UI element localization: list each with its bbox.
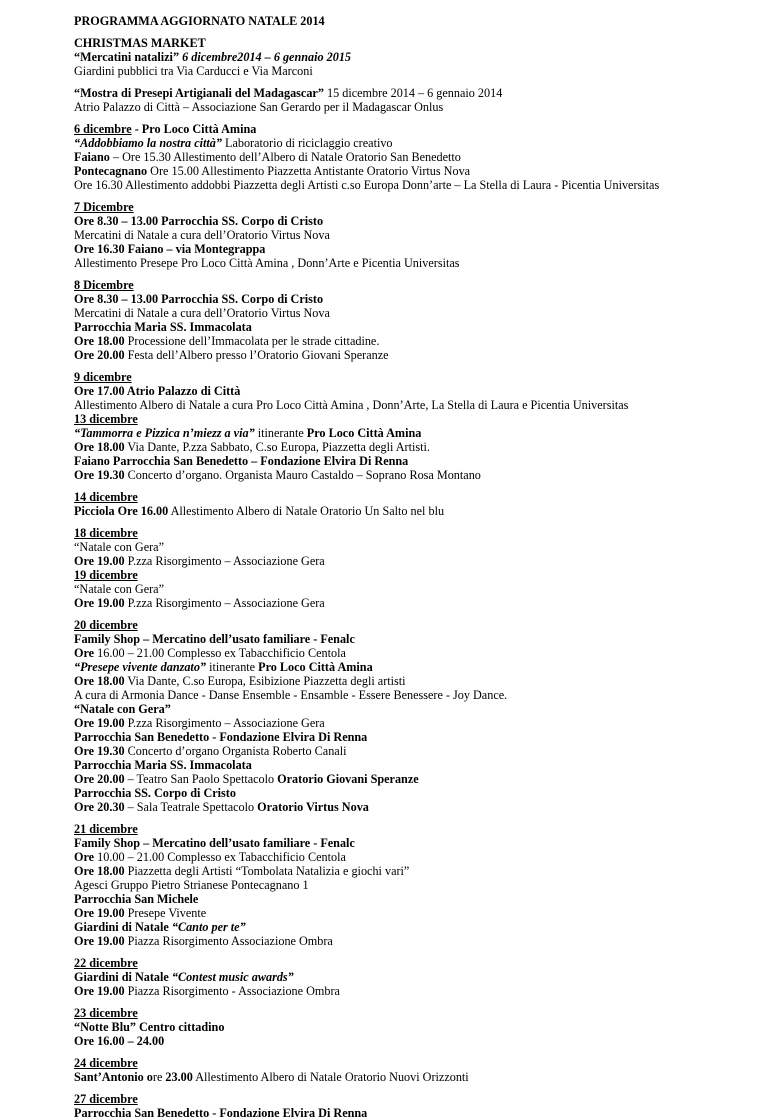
- text-segment: Ore 16.30 Allestimento addobbi Piazzetta degli Artisti c.so Europa Donn’arte – La Stella di Laura - Picentia Universitas: [74, 178, 660, 192]
- text-segment: P.zza Risorgimento – Associazione Gera: [124, 596, 325, 610]
- text-segment: Oratorio Virtus Nova: [257, 800, 369, 814]
- text-line: [74, 618, 764, 632]
- text-segment: – Sala Teatrale Spettacolo: [124, 800, 258, 814]
- text-segment: Ore 19.30: [74, 468, 125, 482]
- text-segment: - Pro Loco Città Amina: [131, 122, 257, 136]
- text-segment: Ore 8.30 – 13.00 Parrocchia SS. Corpo di Cristo: [74, 214, 324, 228]
- text-segment: “Notte Blu” Centro cittadino: [74, 1020, 225, 1034]
- text-segment: Pro Loco Città Amina: [306, 426, 422, 440]
- text-line: [74, 730, 764, 744]
- text-line: [74, 632, 764, 646]
- text-line: [74, 906, 764, 920]
- text-segment: 22 dicembre: [74, 956, 138, 970]
- text-line: [74, 454, 764, 468]
- text-segment: 8 Dicembre: [74, 278, 134, 292]
- text-segment: Presepe Vivente: [124, 906, 207, 920]
- text-segment: re: [152, 1070, 166, 1084]
- text-segment: 7 Dicembre: [74, 200, 134, 214]
- text-segment: Ore 20.30: [74, 800, 125, 814]
- text-line: [74, 596, 764, 610]
- text-segment: Parrocchia Maria SS. Immacolata: [74, 758, 252, 772]
- text-segment: 24 dicembre: [74, 1056, 138, 1070]
- text-segment: Ore: [74, 850, 95, 864]
- text-segment: Family Shop – Mercatino dell’usato familiare - Fenalc: [74, 632, 355, 646]
- text-line: [74, 136, 764, 150]
- text-line: [74, 1070, 764, 1084]
- text-segment: CHRISTMAS MARKET: [74, 36, 206, 50]
- text-line: [74, 540, 764, 554]
- text-line: [74, 228, 764, 242]
- paragraph-spacer: [74, 78, 764, 86]
- text-line: [74, 920, 764, 934]
- text-segment: 6 dicembre: [74, 122, 132, 136]
- text-line: [74, 490, 764, 504]
- text-segment: Parrocchia San Benedetto - Fondazione Elvira Di Renna: [74, 1106, 368, 1120]
- text-segment: Laboratorio di riciclaggio creativo: [221, 136, 393, 150]
- text-line: [74, 384, 764, 398]
- text-line: [74, 278, 764, 292]
- text-line: [74, 50, 764, 64]
- text-line: [74, 850, 764, 864]
- text-segment: Ore 19.00: [74, 554, 125, 568]
- paragraph-spacer: [74, 948, 764, 956]
- text-line: [74, 582, 764, 596]
- text-line: [74, 554, 764, 568]
- text-line: [74, 320, 764, 334]
- text-segment: 27 dicembre: [74, 1092, 138, 1106]
- text-segment: 14 dicembre: [74, 490, 138, 504]
- text-line: [74, 242, 764, 256]
- text-line: [74, 892, 764, 906]
- text-segment: “Contest music awards”: [171, 970, 294, 984]
- text-line: [74, 758, 764, 772]
- text-segment: Festa dell’Albero presso l’Oratorio Giovani Speranze: [124, 348, 389, 362]
- text-line: [74, 744, 764, 758]
- text-line: [74, 256, 764, 270]
- text-line: [74, 292, 764, 306]
- text-segment: Giardini di Natale: [74, 970, 172, 984]
- text-line: [74, 36, 764, 50]
- text-segment: Piazzetta degli Artisti “Tombolata Natalizia e giochi vari”: [124, 864, 410, 878]
- text-line: [74, 178, 764, 192]
- text-segment: Pro Loco Città Amina: [258, 660, 373, 674]
- text-segment: Parrocchia San Benedetto - Fondazione Elvira Di Renna: [74, 730, 368, 744]
- text-segment: 6 dicembre2014 – 6 gennaio 2015: [182, 50, 352, 64]
- text-segment: 20 dicembre: [74, 618, 138, 632]
- text-line: [74, 200, 764, 214]
- text-line: [74, 64, 764, 78]
- text-line: [74, 674, 764, 688]
- text-segment: Mercatini di Natale a cura dell’Oratorio Virtus Nova: [74, 228, 330, 242]
- text-segment: “Mostra di Presepi Artigianali del Madagascar”: [74, 86, 324, 100]
- paragraph-spacer: [74, 610, 764, 618]
- paragraph-spacer: [74, 998, 764, 1006]
- text-segment: Processione dell’Immacolata per le strade cittadine.: [124, 334, 380, 348]
- text-line: [74, 956, 764, 970]
- text-segment: 9 dicembre: [74, 370, 132, 384]
- text-segment: 16.00 – 21.00 Complesso ex Tabacchificio Centola: [94, 646, 346, 660]
- text-segment: 10.00 – 21.00 Complesso ex Tabacchificio Centola: [94, 850, 346, 864]
- text-line: [74, 306, 764, 320]
- text-segment: PROGRAMMA AGGIORNATO NATALE 2014: [74, 14, 325, 28]
- text-segment: Ore 20.00: [74, 772, 125, 786]
- text-segment: Ore 19.00: [74, 596, 125, 610]
- text-segment: – Ore 15.30 Allestimento dell’Albero di Natale Oratorio San Benedetto: [109, 150, 461, 164]
- text-segment: 13 dicembre: [74, 412, 138, 426]
- text-segment: “Natale con Gera”: [74, 540, 164, 554]
- text-segment: Ore 15.00 Allestimento Piazzetta Antistante Oratorio Virtus Nova: [147, 164, 471, 178]
- text-line: [74, 702, 764, 716]
- text-segment: Sant’Antonio o: [74, 1070, 153, 1084]
- text-line: [74, 822, 764, 836]
- text-segment: Faiano: [74, 150, 110, 164]
- text-segment: Ore 19.00: [74, 716, 125, 730]
- text-line: [74, 688, 764, 702]
- text-segment: “Canto per te”: [171, 920, 246, 934]
- text-line: [74, 660, 764, 674]
- text-line: [74, 864, 764, 878]
- text-line: [74, 1020, 764, 1034]
- text-line: [74, 526, 764, 540]
- text-segment: Ore 20.00: [74, 348, 125, 362]
- text-line: [74, 984, 764, 998]
- paragraph-spacer: [74, 814, 764, 822]
- text-segment: “Natale con Gera”: [74, 582, 164, 596]
- text-segment: Ore: [74, 646, 95, 660]
- text-line: [74, 1092, 764, 1106]
- text-segment: Via Dante, C.so Europa, Esibizione Piazzetta degli artisti: [124, 674, 406, 688]
- text-segment: 21 dicembre: [74, 822, 138, 836]
- paragraph-spacer: [74, 518, 764, 526]
- text-segment: Allestimento Albero di Natale Oratorio Nuovi Orizzonti: [192, 1070, 469, 1084]
- text-line: [74, 426, 764, 440]
- text-line: [74, 164, 764, 178]
- text-line: [74, 14, 764, 28]
- text-segment: Ore 18.00: [74, 674, 125, 688]
- text-line: [74, 86, 764, 100]
- text-segment: Ore 19.30: [74, 744, 125, 758]
- text-segment: Parrocchia San Michele: [74, 892, 199, 906]
- paragraph-spacer: [74, 28, 764, 36]
- text-line: [74, 786, 764, 800]
- text-segment: Giardini di Natale: [74, 920, 172, 934]
- text-segment: P.zza Risorgimento – Associazione Gera: [124, 554, 325, 568]
- text-segment: Ore 18.00: [74, 440, 125, 454]
- text-segment: “Presepe vivente danzato”: [74, 660, 207, 674]
- paragraph-spacer: [74, 270, 764, 278]
- paragraph-spacer: [74, 1084, 764, 1092]
- text-segment: Ore 18.00: [74, 334, 125, 348]
- document-page: [74, 14, 764, 1120]
- text-line: [74, 878, 764, 892]
- text-segment: Giardini pubblici tra Via Carducci e Via Marconi: [74, 64, 313, 78]
- text-segment: 23 dicembre: [74, 1006, 138, 1020]
- text-segment: A cura di Armonia Dance - Danse Ensemble - Ensamble - Essere Benessere - Joy Dance.: [74, 688, 508, 702]
- text-line: [74, 214, 764, 228]
- text-line: [74, 150, 764, 164]
- text-line: [74, 772, 764, 786]
- text-line: [74, 440, 764, 454]
- text-line: [74, 568, 764, 582]
- text-line: [74, 934, 764, 948]
- paragraph-spacer: [74, 192, 764, 200]
- text-line: [74, 1056, 764, 1070]
- text-segment: Ore 17.00 Atrio Palazzo di Città: [74, 384, 241, 398]
- text-line: [74, 100, 764, 114]
- text-line: [74, 1106, 764, 1120]
- text-segment: Pontecagnano: [74, 164, 148, 178]
- text-segment: Piazza Risorgimento Associazione Ombra: [124, 934, 333, 948]
- paragraph-spacer: [74, 1048, 764, 1056]
- text-line: [74, 348, 764, 362]
- text-segment: Allestimento Albero di Natale a cura Pro Loco Città Amina , Donn’Arte, La Stella di Laura e Picentia Universitas: [74, 398, 629, 412]
- text-line: [74, 370, 764, 384]
- text-segment: Parrocchia Maria SS. Immacolata: [74, 320, 252, 334]
- text-line: [74, 122, 764, 136]
- text-line: [74, 398, 764, 412]
- text-segment: Ore 16.30 Faiano – via Montegrappa: [74, 242, 266, 256]
- text-segment: Ore 19.00: [74, 934, 125, 948]
- text-segment: itinerante: [254, 426, 307, 440]
- text-segment: Ore 19.00: [74, 984, 125, 998]
- text-line: [74, 970, 764, 984]
- text-line: [74, 800, 764, 814]
- text-segment: P.zza Risorgimento – Associazione Gera: [124, 716, 325, 730]
- text-segment: Mercatini di Natale a cura dell’Oratorio Virtus Nova: [74, 306, 330, 320]
- text-segment: Family Shop – Mercatino dell’usato familiare - Fenalc: [74, 836, 355, 850]
- text-line: [74, 412, 764, 426]
- text-segment: Concerto d’organo Organista Roberto Canali: [124, 744, 347, 758]
- text-line: [74, 1006, 764, 1020]
- text-line: [74, 716, 764, 730]
- text-segment: Ore 19.00: [74, 906, 125, 920]
- text-segment: Concerto d’organo. Organista Mauro Castaldo – Soprano Rosa Montano: [124, 468, 481, 482]
- text-segment: Allestimento Albero di Natale Oratorio Un Salto nel blu: [168, 504, 445, 518]
- text-segment: 19 dicembre: [74, 568, 138, 582]
- text-segment: 18 dicembre: [74, 526, 138, 540]
- text-segment: Piazza Risorgimento - Associazione Ombra: [124, 984, 340, 998]
- text-segment: Agesci Gruppo Pietro Strianese Pontecagnano 1: [74, 878, 309, 892]
- text-line: [74, 334, 764, 348]
- text-segment: 23.00: [165, 1070, 193, 1084]
- text-segment: Via Dante, P.zza Sabbato, C.so Europa, Piazzetta degli Artisti.: [124, 440, 430, 454]
- text-segment: Allestimento Presepe Pro Loco Città Amina , Donn’Arte e Picentia Universitas: [74, 256, 460, 270]
- text-line: [74, 504, 764, 518]
- text-segment: “Mercatini natalizi”: [74, 50, 183, 64]
- text-segment: Ore 16.00 – 24.00: [74, 1034, 165, 1048]
- text-line: [74, 836, 764, 850]
- text-segment: Oratorio Giovani Speranze: [277, 772, 419, 786]
- text-segment: Faiano Parrocchia San Benedetto – Fondazione Elvira Di Renna: [74, 454, 409, 468]
- paragraph-spacer: [74, 482, 764, 490]
- text-segment: 15 dicembre 2014 – 6 gennaio 2014: [323, 86, 503, 100]
- text-line: [74, 646, 764, 660]
- paragraph-spacer: [74, 362, 764, 370]
- text-segment: Parrocchia SS. Corpo di Cristo: [74, 786, 236, 800]
- text-segment: Atrio Palazzo di Città – Associazione San Gerardo per il Madagascar Onlus: [74, 100, 444, 114]
- text-segment: itinerante: [206, 660, 259, 674]
- text-segment: “Addobbiamo la nostra città”: [74, 136, 222, 150]
- text-segment: “Tammorra e Pizzica n’miezz a via”: [74, 426, 255, 440]
- text-segment: “Natale con Gera”: [74, 702, 171, 716]
- text-segment: Ore 8.30 – 13.00 Parrocchia SS. Corpo di Cristo: [74, 292, 324, 306]
- text-line: [74, 1034, 764, 1048]
- text-segment: Ore 18.00: [74, 864, 125, 878]
- text-segment: Picciola Ore 16.00: [74, 504, 169, 518]
- paragraph-spacer: [74, 114, 764, 122]
- text-segment: – Teatro San Paolo Spettacolo: [124, 772, 278, 786]
- text-line: [74, 468, 764, 482]
